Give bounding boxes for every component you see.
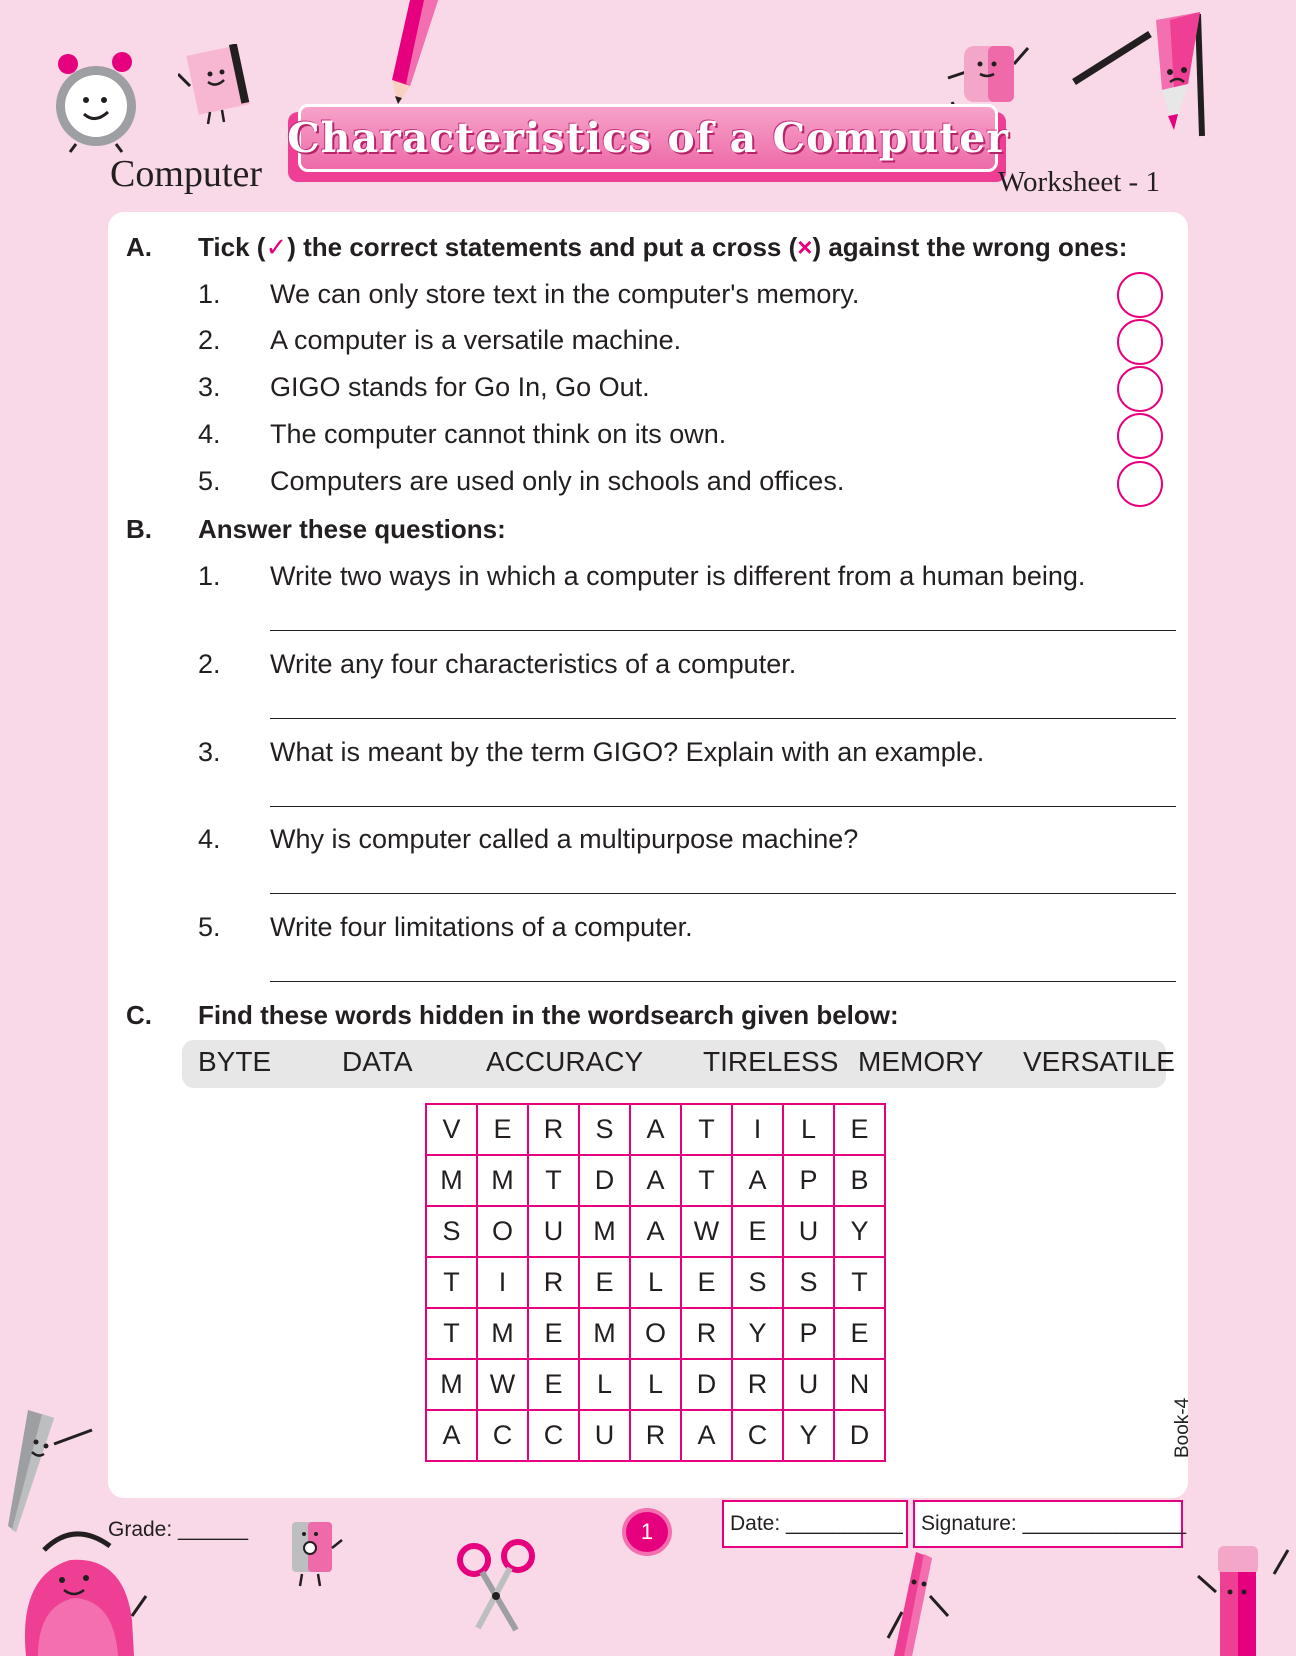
grid-cell[interactable]: S [580,1105,631,1156]
grid-cell[interactable]: T [682,1156,733,1207]
grid-cell[interactable]: A [631,1156,682,1207]
grid-cell[interactable]: M [580,1207,631,1258]
date-label: Date: __________ [730,1512,903,1535]
word-list-bar [182,1040,1166,1088]
grid-cell[interactable]: A [631,1207,682,1258]
grid-cell[interactable]: O [478,1207,529,1258]
answer-circle[interactable] [1117,413,1163,459]
instruction-text: Tick ( [198,232,266,262]
grid-cell[interactable]: L [784,1105,835,1156]
grid-cell[interactable]: M [427,1156,478,1207]
tick-icon: ✓ [265,232,288,262]
statement-number: 5. [198,466,221,496]
question-text: Write two ways in which a computer is different from a human being. [270,561,1086,591]
instruction-text: ) the correct statements and put a cross ( [287,232,798,262]
statement-text: A computer is a versatile machine. [270,325,682,355]
answer-line[interactable] [270,630,1176,631]
section-b-heading: Answer these questions: [198,514,506,544]
sharpener-icon [286,1518,344,1590]
grid-cell[interactable]: C [529,1411,580,1462]
statement-text: Computers are used only in schools and offices. [270,466,845,496]
grid-cell[interactable]: T [427,1309,478,1360]
title-banner [287,104,1009,172]
grid-cell[interactable]: Y [733,1309,784,1360]
statement-number: 2. [198,325,221,355]
grade-field[interactable]: Grade: ______ [108,1518,249,1541]
grid-cell[interactable]: T [427,1258,478,1309]
book-tag: Book-4 [1172,1397,1193,1458]
grid-cell[interactable]: I [733,1105,784,1156]
statement-number: 3. [198,372,221,402]
grid-cell[interactable]: A [682,1411,733,1462]
answer-circle[interactable] [1117,461,1163,507]
grid-cell[interactable]: L [580,1360,631,1411]
grid-cell[interactable]: R [529,1105,580,1156]
grid-cell[interactable]: V [427,1105,478,1156]
search-word: ACCURACY [486,1046,644,1077]
grid-cell[interactable]: Y [835,1207,886,1258]
date-field[interactable] [722,1500,908,1548]
question-text: What is meant by the term GIGO? Explain with an example. [270,737,985,767]
grid-cell[interactable]: R [529,1258,580,1309]
cross-icon: × [797,232,813,262]
statement-text: We can only store text in the computer's memory. [270,279,860,309]
wordsearch-grid [425,1103,886,1462]
search-word: BYTE [198,1046,272,1077]
ruler-icon [8,1406,100,1536]
grid-cell[interactable]: E [580,1258,631,1309]
search-word: DATA [342,1046,413,1077]
grid-cell[interactable]: R [733,1360,784,1411]
question-text: Write any four characteristics of a computer. [270,649,797,679]
page-number: 1 [626,1512,668,1552]
grid-cell[interactable]: P [784,1309,835,1360]
scissors-icon [456,1536,538,1634]
grid-cell[interactable]: D [682,1360,733,1411]
grid-cell[interactable]: L [631,1360,682,1411]
subject-label: Computer [110,153,262,195]
grid-cell[interactable]: D [580,1156,631,1207]
grid-cell[interactable]: D [835,1411,886,1462]
grid-cell[interactable]: P [784,1156,835,1207]
grid-cell[interactable]: M [580,1309,631,1360]
grid-cell[interactable]: C [733,1411,784,1462]
signature-field[interactable] [913,1500,1187,1548]
grid-cell[interactable]: M [478,1309,529,1360]
grid-cell[interactable]: I [478,1258,529,1309]
grid-cell[interactable]: T [682,1105,733,1156]
section-a-letter: A. [126,232,152,262]
question-number: 5. [198,912,221,942]
notepad-icon [178,44,258,126]
answer-circle[interactable] [1117,366,1163,412]
statement-text: The computer cannot think on its own. [270,419,727,449]
grid-cell[interactable]: R [682,1309,733,1360]
grid-cell[interactable]: U [529,1207,580,1258]
statement-number: 1. [198,279,221,309]
question-number: 3. [198,737,221,767]
grid-cell[interactable]: B [835,1156,886,1207]
answer-line[interactable] [270,893,1176,894]
grid-cell[interactable]: R [631,1411,682,1462]
grid-cell[interactable]: W [478,1360,529,1411]
grid-cell[interactable]: T [835,1258,886,1309]
grid-cell[interactable]: A [631,1105,682,1156]
signature-label: Signature: ______________ [921,1512,1187,1535]
section-a-instruction [198,232,1127,263]
grid-cell[interactable]: S [784,1258,835,1309]
pen-icon [886,1552,954,1656]
pencil-character-icon [1070,0,1210,140]
grid-cell[interactable]: M [478,1156,529,1207]
answer-circle[interactable] [1117,272,1163,318]
grid-cell[interactable]: Y [784,1411,835,1462]
section-c-letter: C. [126,1000,152,1030]
answer-line[interactable] [270,718,1176,719]
grid-cell[interactable]: N [835,1360,886,1411]
grid-cell[interactable]: A [733,1156,784,1207]
grid-cell[interactable]: L [631,1258,682,1309]
grid-cell[interactable]: E [529,1360,580,1411]
search-word: TIRELESS [703,1046,839,1077]
search-word: VERSATILE [1023,1046,1175,1077]
pencil-character-icon [1192,1536,1296,1656]
statement-text: GIGO stands for Go In, Go Out. [270,372,650,402]
grid-cell[interactable]: E [835,1105,886,1156]
grid-cell[interactable]: T [529,1156,580,1207]
pencil-icon [380,0,450,110]
question-text: Write four limitations of a computer. [270,912,693,942]
question-number: 4. [198,824,221,854]
worksheet-number: Worksheet - 1 [998,166,1160,198]
section-b-letter: B. [126,514,152,544]
grid-cell[interactable]: A [427,1411,478,1462]
grid-cell[interactable]: W [682,1207,733,1258]
grid-cell[interactable]: E [529,1309,580,1360]
section-c-heading: Find these words hidden in the wordsearch given below: [198,1000,899,1030]
grid-cell[interactable]: E [835,1309,886,1360]
grid-cell[interactable]: M [427,1360,478,1411]
grid-cell[interactable]: E [733,1207,784,1258]
grid-cell[interactable]: U [580,1411,631,1462]
statement-number: 4. [198,419,221,449]
grid-cell[interactable]: E [478,1105,529,1156]
grid-cell[interactable]: E [682,1258,733,1309]
question-text: Why is computer called a multipurpose machine? [270,824,859,854]
alarm-clock-icon [50,44,146,154]
grid-cell[interactable]: U [784,1360,835,1411]
page-title: Characteristics of a Computer [287,114,1009,162]
question-number: 2. [198,649,221,679]
grid-cell[interactable]: U [784,1207,835,1258]
search-word: MEMORY [858,1046,984,1077]
grid-cell[interactable]: S [427,1207,478,1258]
grid-cell[interactable]: O [631,1309,682,1360]
question-number: 1. [198,561,221,591]
answer-line[interactable] [270,981,1176,982]
answer-circle[interactable] [1117,319,1163,365]
grid-cell[interactable]: C [478,1411,529,1462]
answer-line[interactable] [270,806,1176,807]
instruction-text: ) against the wrong ones: [812,232,1128,262]
grid-cell[interactable]: S [733,1258,784,1309]
